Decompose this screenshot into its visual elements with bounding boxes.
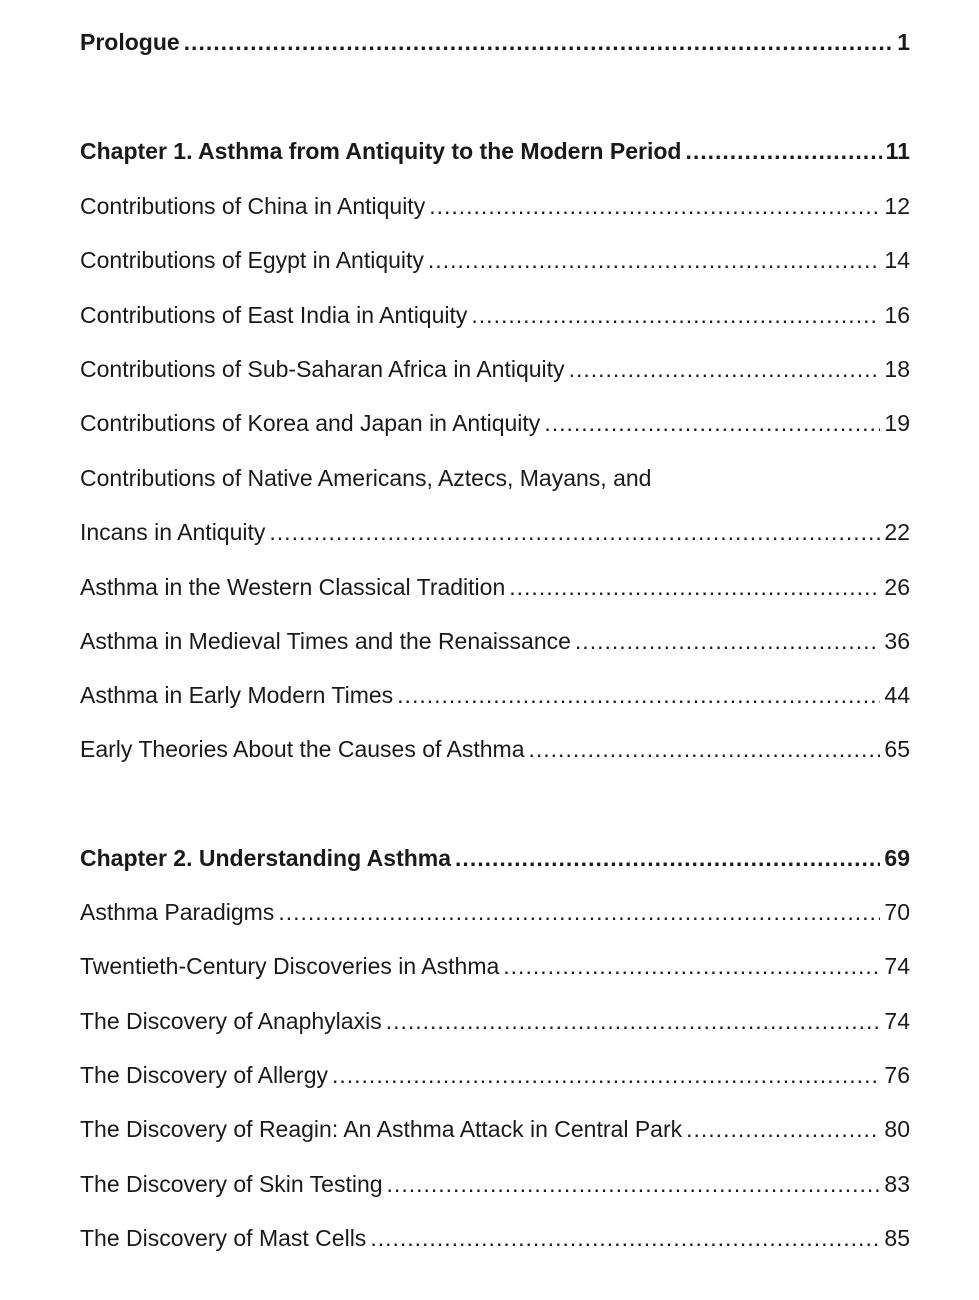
dot-leader <box>529 732 881 766</box>
toc-entry-page: 12 <box>884 193 910 219</box>
toc-entry <box>80 1112 910 1146</box>
toc-entry-page: 80 <box>884 1116 910 1142</box>
dot-leader <box>685 134 881 168</box>
toc-entry <box>80 352 910 386</box>
toc-entry <box>80 678 910 712</box>
table-of-contents <box>80 0 910 1300</box>
toc-entry-title: Contributions of Native Americans, Aztecs, Mayans, and <box>80 465 652 491</box>
toc-entry-title: The Discovery of Mast Cells <box>80 1225 367 1251</box>
toc-entry-page: 22 <box>884 519 910 545</box>
dot-leader <box>184 25 894 59</box>
dot-leader <box>429 189 880 223</box>
toc-entry-title: Asthma in Early Modern Times <box>80 682 394 708</box>
toc-entry-page: 44 <box>884 682 910 708</box>
toc-entry <box>80 570 910 604</box>
toc-entry-title: Asthma in Medieval Times and the Renaissance <box>80 628 571 654</box>
toc-entry-title: Contributions of Egypt in Antiquity <box>80 247 424 273</box>
dot-leader <box>387 1167 881 1201</box>
toc-entry <box>80 1004 910 1038</box>
toc-entry <box>80 1221 910 1255</box>
toc-entry-page: 70 <box>884 899 910 925</box>
toc-entry <box>80 732 910 766</box>
toc-entry-page: 16 <box>884 302 910 328</box>
toc-chapter-2-heading <box>80 841 910 875</box>
toc-entry-first-line <box>80 461 910 495</box>
toc-entry-page: 14 <box>884 247 910 273</box>
dot-leader <box>455 841 880 875</box>
toc-entry <box>80 189 910 223</box>
toc-entry-page: 69 <box>884 845 910 871</box>
toc-entry-title: Contributions of China in Antiquity <box>80 193 426 219</box>
toc-entry-page: 19 <box>884 410 910 436</box>
toc-entry-page: 74 <box>884 953 910 979</box>
toc-entry-page: 26 <box>884 574 910 600</box>
dot-leader <box>471 298 880 332</box>
toc-entry <box>80 406 910 440</box>
dot-leader <box>503 949 880 983</box>
toc-entry-title: Asthma Paradigms <box>80 899 275 925</box>
dot-leader <box>278 895 880 929</box>
toc-entry-page: 65 <box>884 736 910 762</box>
dot-leader <box>686 1112 880 1146</box>
toc-entry-title: The Discovery of Allergy <box>80 1062 328 1088</box>
toc-entry-title: The Discovery of Reagin: An Asthma Attack in Central Park <box>80 1116 683 1142</box>
toc-entry-prologue <box>80 25 910 59</box>
toc-entry-title: The Discovery of Skin Testing <box>80 1171 383 1197</box>
dot-leader <box>544 406 880 440</box>
dot-leader <box>575 624 880 658</box>
dot-leader <box>509 570 880 604</box>
toc-entry-page: 85 <box>884 1225 910 1251</box>
toc-entry <box>80 515 910 549</box>
toc-entry-page: 76 <box>884 1062 910 1088</box>
toc-entry-title: Contributions of Sub-Saharan Africa in Antiquity <box>80 356 565 382</box>
toc-entry-title: Incans in Antiquity <box>80 519 266 545</box>
toc-entry <box>80 624 910 658</box>
dot-leader <box>386 1004 881 1038</box>
toc-entry-page: 74 <box>884 1008 910 1034</box>
toc-entry-title: Chapter 2. Understanding Asthma <box>80 845 452 871</box>
toc-entry <box>80 1167 910 1201</box>
toc-entry-title: Prologue <box>80 29 180 55</box>
toc-entry-title: Contributions of East India in Antiquity <box>80 302 468 328</box>
toc-entry-title: Twentieth-Century Discoveries in Asthma <box>80 953 500 979</box>
dot-leader <box>269 515 880 549</box>
toc-entry-page: 1 <box>897 29 910 55</box>
dot-leader <box>397 678 880 712</box>
dot-leader <box>332 1058 880 1092</box>
toc-entry-page: 83 <box>884 1171 910 1197</box>
toc-entry-title: The Discovery of Anaphylaxis <box>80 1008 382 1034</box>
toc-entry <box>80 895 910 929</box>
toc-entry-title: Early Theories About the Causes of Asthma <box>80 736 525 762</box>
toc-entry-title: Asthma in the Western Classical Tradition <box>80 574 506 600</box>
toc-entry-page: 18 <box>884 356 910 382</box>
toc-entry-title: Chapter 1. Asthma from Antiquity to the Modern Period <box>80 138 682 164</box>
toc-chapter-1-heading <box>80 134 910 168</box>
toc-entry <box>80 1058 910 1092</box>
dot-leader <box>569 352 881 386</box>
toc-entry <box>80 949 910 983</box>
dot-leader <box>428 243 880 277</box>
toc-entry <box>80 243 910 277</box>
toc-entry-title: Contributions of Korea and Japan in Antiquity <box>80 410 541 436</box>
toc-entry-page: 36 <box>884 628 910 654</box>
toc-entry-page: 11 <box>885 138 910 164</box>
dot-leader <box>370 1221 880 1255</box>
toc-entry <box>80 298 910 332</box>
